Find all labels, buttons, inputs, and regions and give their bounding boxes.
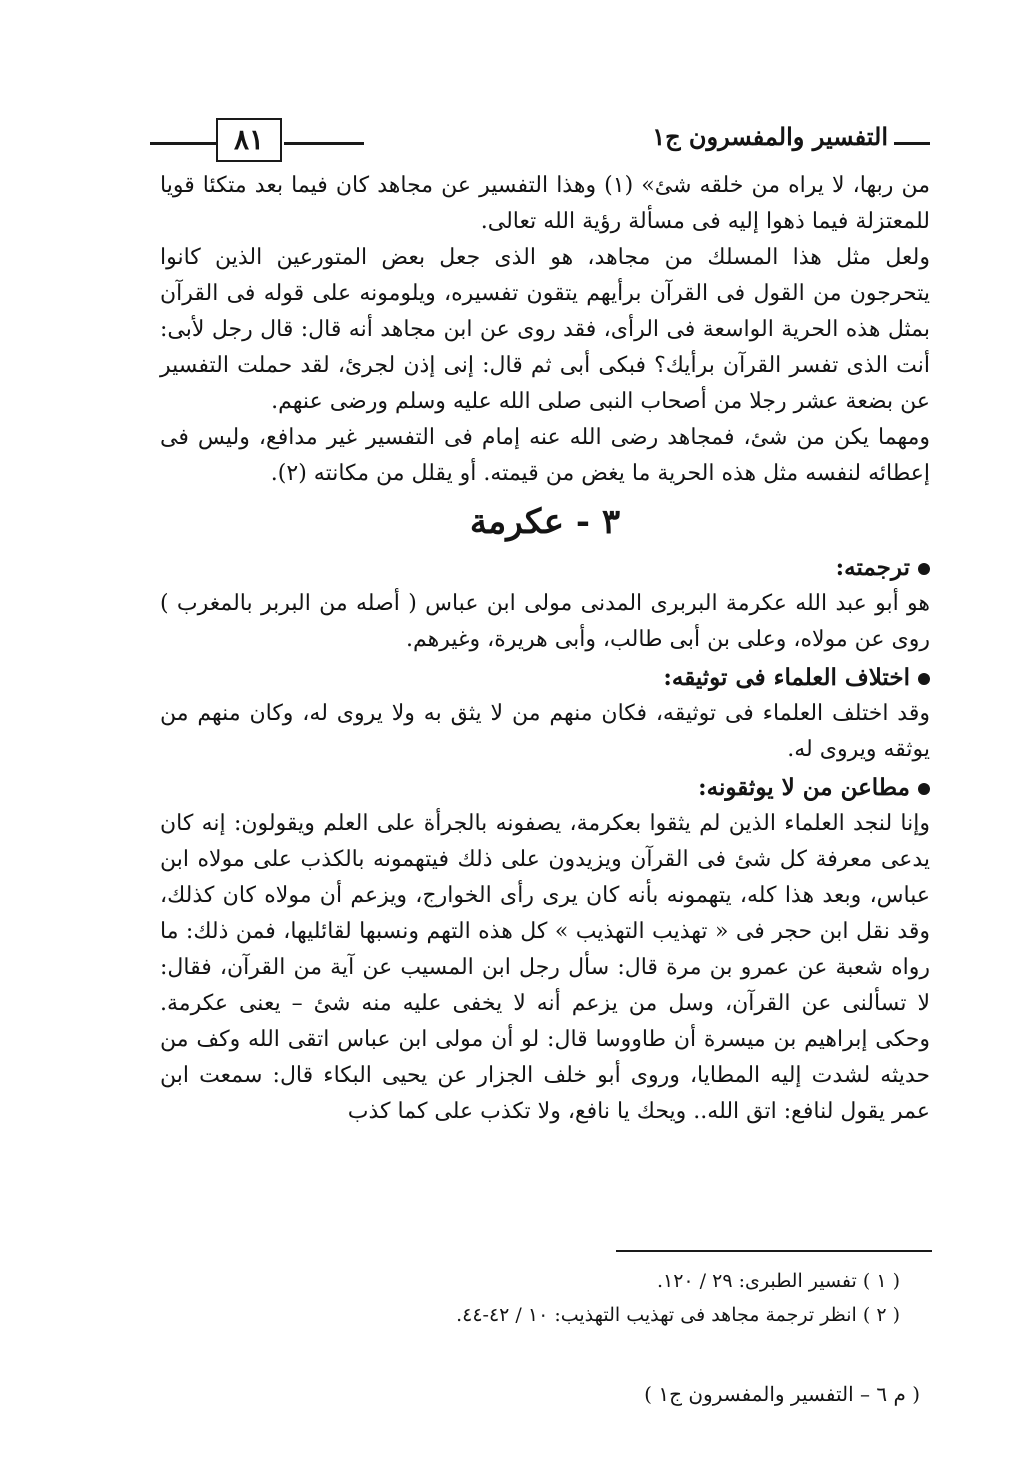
subheading-scholars-disagreement <box>160 660 930 696</box>
footnote-separator <box>616 1250 932 1252</box>
header-rule-left <box>150 142 216 145</box>
running-header <box>150 118 930 162</box>
paragraph-scholars-disagreement: وقد اختلف العلماء فى توثيقه، فكان منهم من لا يثق به ولا يروى له، وكان منهم من يوثقه ويروى له. <box>160 701 930 762</box>
header-rule-right <box>894 142 930 145</box>
signature-mark: ( م ٦ – التفسير والمفسرون ج١ ) <box>644 1382 920 1406</box>
subheading-biography <box>160 550 930 586</box>
paragraph-intro-1: من ربها، لا يراه من خلقه شئ» (١) وهذا التفسير عن مجاهد كان فيما بعد متكئا قويا للمعتزلة فيما ذهوا إليه فى مسألة رؤية الله تعالى. <box>160 173 930 234</box>
subheading-label: ترجمته: <box>835 554 910 581</box>
paragraph-criticisms: وإنا لنجد العلماء الذين لم يثقوا بعكرمة، يصفونه بالجرأة على العلم ويقولون: إنه كان يدعى معرفة كل شئ فى القرآن ويزيدون على ذلك فيتهمونه بالكذب على مولاه ابن عباس، وبعد هذا كله، يتهمونه بأنه كان يرى رأى الخوارج، ويزعم أن مولاه كان كذلك، وقد نقل ابن حجر فى « تهذيب التهذيب » كل هذه التهم ونسبها لقائليها، فمن ذلك: ما رواه شعبة عن عمرو بن مرة قال: سأل رجل ابن المسيب عن آية من القرآن، فقال: لا تسألنى عن القرآن، وسل من يزعم أنه لا يخفى عليه منه شئ – يعنى عكرمة. وحكى إبراهيم بن ميسرة أن طاووسا قال: لو أن مولى ابن عباس اتقى الله وكف من حديثه لشدت إليه المطايا، وروى أبو خلف الجزار عن يحيى البكاء قال: سمعت ابن عمر يقول لنافع: اتق الله.. ويحك يا نافع، ولا تكذب على كما كذب <box>160 811 930 1124</box>
bullet-icon <box>918 673 930 685</box>
running-title: التفسير والمفسرون ج١ <box>652 122 888 151</box>
section-title: ٣ - عكرمة <box>469 502 621 542</box>
paragraph-intro-3: ومهما يكن من شئ، فمجاهد رضى الله عنه إمام فى التفسير غير مدافع، وليس فى إعطائه لنفسه مثل هذه الحرية ما يغض من قيمته. أو يقلل من مكانته (٢). <box>160 425 930 486</box>
subheading-label: اختلاف العلماء فى توثيقه: <box>663 664 910 691</box>
page-number-box: ٨١ <box>216 118 282 162</box>
paragraph-intro-2: ولعل مثل هذا المسلك من مجاهد، هو الذى جعل بعض المتورعين الذين كانوا يتحرجون من القول فى القرآن برأيهم يتقون تفسيره، ويلومونه على قوله فى القرآن بمثل هذه الحرية الواسعة فى الرأى، فقد روى عن ابن مجاهد أنه قال: قال رجل لأبى: أنت الذى تفسر القرآن برأيك؟ فبكى أبى ثم قال: إنى إذن لجرئ، لقد حملت التفسير عن بضعة عشر رجلا من أصحاب النبى صلى الله عليه وسلم ورضى عنهم. <box>160 245 930 414</box>
subheading-criticisms <box>160 770 930 806</box>
main-text <box>160 168 930 1130</box>
footnote-1: ( ١ ) تفسير الطبرى: ٢٩ / ١٢٠. <box>656 1270 900 1292</box>
paragraph-biography: هو أبو عبد الله عكرمة البربرى المدنى مولى ابن عباس ( أصله من البربر بالمغرب ) روى عن مولاه، وعلى بن أبى طالب، وأبى هريرة، وغيرهم. <box>160 591 930 652</box>
bullet-icon <box>918 563 930 575</box>
bullet-icon <box>918 783 930 795</box>
header-rule-middle <box>284 142 364 145</box>
footnote-2: ( ٢ ) انظر ترجمة مجاهد فى تهذيب التهذيب: ١٠ / ٤٢-٤٤. <box>456 1304 900 1326</box>
footnotes <box>300 1264 900 1332</box>
subheading-label: مطاعن من لا يوثقونه: <box>698 774 910 801</box>
